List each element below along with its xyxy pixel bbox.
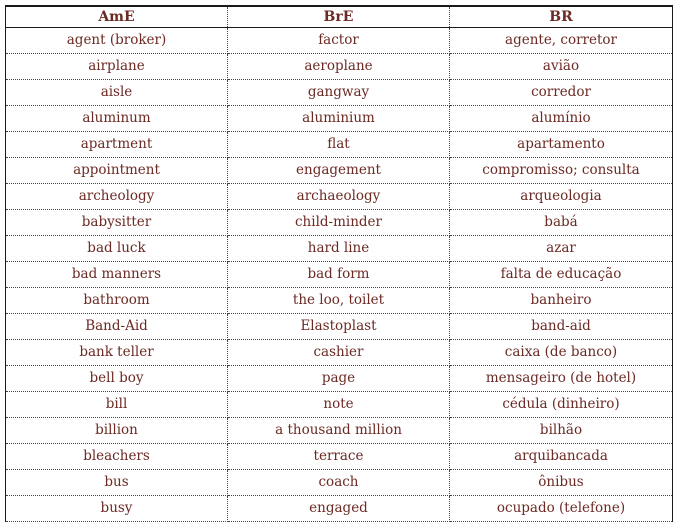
bre-cell: a thousand million bbox=[228, 418, 450, 444]
table-header bbox=[6, 6, 673, 28]
ame-cell: bill bbox=[6, 392, 228, 418]
br-cell: agente, corretor bbox=[450, 28, 673, 54]
br-cell: alumínio bbox=[450, 106, 673, 132]
br-cell: ônibus bbox=[450, 470, 673, 496]
ame-cell: apartment bbox=[6, 132, 228, 158]
header-bre: BrE bbox=[228, 6, 450, 28]
ame-cell: bad luck bbox=[6, 236, 228, 262]
ame-cell: bus bbox=[6, 470, 228, 496]
ame-cell: bleachers bbox=[6, 444, 228, 470]
br-cell: ocupado (telefone) bbox=[450, 496, 673, 522]
br-cell: azar bbox=[450, 236, 673, 262]
bre-cell: child-minder bbox=[228, 210, 450, 236]
table-row bbox=[6, 314, 673, 340]
header-br: BR bbox=[450, 6, 673, 28]
table-row bbox=[6, 236, 673, 262]
ame-cell: bell boy bbox=[6, 366, 228, 392]
bre-cell: engaged bbox=[228, 496, 450, 522]
bre-cell: coach bbox=[228, 470, 450, 496]
bre-cell: page bbox=[228, 366, 450, 392]
br-cell: bilhão bbox=[450, 418, 673, 444]
ame-cell: aisle bbox=[6, 80, 228, 106]
table-row bbox=[6, 392, 673, 418]
br-cell: cédula (dinheiro) bbox=[450, 392, 673, 418]
bre-cell: Elastoplast bbox=[228, 314, 450, 340]
table-row bbox=[6, 210, 673, 236]
table-row bbox=[6, 132, 673, 158]
br-cell: arquibancada bbox=[450, 444, 673, 470]
table-row bbox=[6, 496, 673, 522]
br-cell: banheiro bbox=[450, 288, 673, 314]
bre-cell: hard line bbox=[228, 236, 450, 262]
br-cell: corredor bbox=[450, 80, 673, 106]
table-row bbox=[6, 106, 673, 132]
table-row bbox=[6, 80, 673, 106]
vocabulary-table bbox=[5, 5, 673, 522]
ame-cell: billion bbox=[6, 418, 228, 444]
table-body bbox=[6, 28, 673, 522]
br-cell: avião bbox=[450, 54, 673, 80]
br-cell: compromisso; consulta bbox=[450, 158, 673, 184]
vocabulary-table-container bbox=[5, 5, 672, 522]
bre-cell: aluminium bbox=[228, 106, 450, 132]
bre-cell: the loo, toilet bbox=[228, 288, 450, 314]
br-cell: babá bbox=[450, 210, 673, 236]
bre-cell: aeroplane bbox=[228, 54, 450, 80]
table-row bbox=[6, 470, 673, 496]
bre-cell: terrace bbox=[228, 444, 450, 470]
header-row bbox=[6, 6, 673, 28]
bre-cell: archaeology bbox=[228, 184, 450, 210]
table-row bbox=[6, 444, 673, 470]
table-row bbox=[6, 158, 673, 184]
ame-cell: Band-Aid bbox=[6, 314, 228, 340]
ame-cell: appointment bbox=[6, 158, 228, 184]
table-row bbox=[6, 340, 673, 366]
ame-cell: archeology bbox=[6, 184, 228, 210]
br-cell: apartamento bbox=[450, 132, 673, 158]
ame-cell: bank teller bbox=[6, 340, 228, 366]
table-row bbox=[6, 28, 673, 54]
table-row bbox=[6, 54, 673, 80]
bre-cell: bad form bbox=[228, 262, 450, 288]
bre-cell: factor bbox=[228, 28, 450, 54]
ame-cell: busy bbox=[6, 496, 228, 522]
ame-cell: babysitter bbox=[6, 210, 228, 236]
bre-cell: flat bbox=[228, 132, 450, 158]
bre-cell: note bbox=[228, 392, 450, 418]
bre-cell: engagement bbox=[228, 158, 450, 184]
br-cell: band-aid bbox=[450, 314, 673, 340]
table-row bbox=[6, 262, 673, 288]
header-ame: AmE bbox=[6, 6, 228, 28]
ame-cell: bad manners bbox=[6, 262, 228, 288]
ame-cell: aluminum bbox=[6, 106, 228, 132]
bre-cell: cashier bbox=[228, 340, 450, 366]
ame-cell: bathroom bbox=[6, 288, 228, 314]
ame-cell: airplane bbox=[6, 54, 228, 80]
br-cell: falta de educação bbox=[450, 262, 673, 288]
table-row bbox=[6, 366, 673, 392]
br-cell: arqueologia bbox=[450, 184, 673, 210]
table-row bbox=[6, 184, 673, 210]
table-row bbox=[6, 418, 673, 444]
table-row bbox=[6, 288, 673, 314]
br-cell: mensageiro (de hotel) bbox=[450, 366, 673, 392]
br-cell: caixa (de banco) bbox=[450, 340, 673, 366]
bre-cell: gangway bbox=[228, 80, 450, 106]
ame-cell: agent (broker) bbox=[6, 28, 228, 54]
